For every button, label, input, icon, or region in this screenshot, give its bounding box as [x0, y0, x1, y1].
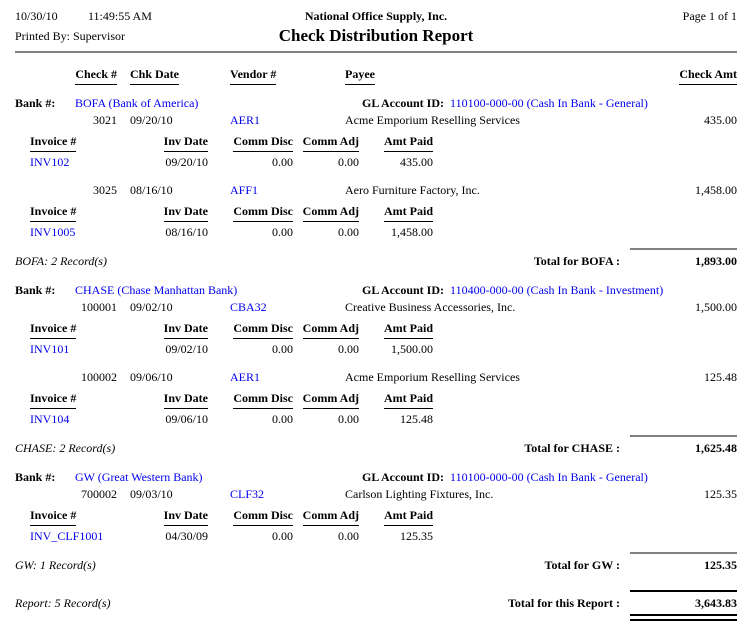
invoice-header-row: [30, 390, 433, 407]
column-header-row: [15, 66, 737, 83]
check-row: [15, 112, 737, 129]
vendor-link[interactable]: AER1: [230, 113, 260, 127]
bank-section-bofa: [15, 95, 737, 270]
invoice-row: [30, 411, 433, 428]
vendor-link[interactable]: AER1: [230, 370, 260, 384]
col-inv-date: Inv Date: [164, 320, 208, 339]
check-amount: 125.35: [704, 487, 737, 501]
invoice-row: [30, 154, 433, 171]
invoice-date: 08/16/10: [165, 225, 208, 239]
comm-adj-value: 0.00: [338, 529, 359, 543]
bank-header-row: [15, 469, 737, 486]
bank-label: Bank #:: [15, 283, 56, 297]
check-date: 09/02/10: [130, 300, 173, 314]
invoice-header-row: [30, 133, 433, 150]
bank-label: Bank #:: [15, 96, 56, 110]
payee-name: Carlson Lighting Fixtures, Inc.: [345, 487, 494, 501]
bank-label: Bank #:: [15, 470, 56, 484]
invoice-date: 04/30/09: [165, 529, 208, 543]
invoice-link[interactable]: INV101: [30, 342, 70, 356]
report-header-row1: [15, 8, 737, 25]
check-row: [15, 299, 737, 316]
vendor-link[interactable]: CBA32: [230, 300, 267, 314]
col-inv-date: Inv Date: [164, 203, 208, 222]
bank-section-chase: [15, 282, 737, 457]
report-title: Check Distribution Report: [278, 26, 474, 45]
col-comm-disc: Comm Disc: [233, 203, 293, 222]
col-vendor-no: Vendor #: [230, 66, 276, 85]
col-amt-paid: Amt Paid: [384, 320, 433, 339]
check-amount: 1,458.00: [695, 183, 737, 197]
col-amt-paid: Amt Paid: [384, 203, 433, 222]
company-name: National Office Supply, Inc.: [304, 9, 448, 23]
check-number: 700002: [81, 487, 117, 501]
header-divider: [15, 51, 737, 53]
invoice-link[interactable]: INV1005: [30, 225, 76, 239]
invoice-link[interactable]: INV_CLF1001: [30, 529, 104, 543]
bank-total-amount: 125.35: [630, 552, 737, 574]
printed-by: Printed By: Supervisor: [15, 29, 125, 43]
check-number: 100001: [81, 300, 117, 314]
check-number: 3025: [93, 183, 117, 197]
check-amount: 1,500.00: [695, 300, 737, 314]
check-row: [15, 182, 737, 199]
col-comm-disc: Comm Disc: [233, 390, 293, 409]
print-date: 10/30/10: [15, 9, 58, 23]
report-total-label: Total for this Report :: [508, 596, 620, 610]
invoice-link[interactable]: INV104: [30, 412, 70, 426]
bank-record-count: BOFA: 2 Record(s): [15, 254, 107, 268]
invoice-header-row: [30, 203, 433, 220]
bank-id-link[interactable]: CHASE (Chase Manhattan Bank): [75, 283, 238, 297]
gl-account-label: GL Account ID:: [362, 283, 445, 297]
col-check-no: Check #: [75, 66, 117, 85]
print-time: 11:49:55 AM: [88, 9, 152, 23]
report-total-amount: 3,643.83: [630, 590, 737, 612]
bank-total-row: [15, 552, 737, 574]
payee-name: Acme Emporium Reselling Services: [345, 113, 520, 127]
invoice-row: [30, 224, 433, 241]
amt-paid-value: 125.48: [400, 412, 433, 426]
col-invoice-no: Invoice #: [30, 320, 76, 339]
bank-header-row: [15, 95, 737, 112]
report-record-count: Report: 5 Record(s): [15, 596, 111, 610]
col-comm-adj: Comm Adj: [303, 203, 359, 222]
gl-account-link[interactable]: 110100-000-00 (Cash In Bank - General): [450, 470, 648, 484]
col-amt-paid: Amt Paid: [384, 133, 433, 152]
check-number: 100002: [81, 370, 117, 384]
invoice-header-row: [30, 507, 433, 524]
invoice-date: 09/20/10: [165, 155, 208, 169]
col-invoice-no: Invoice #: [30, 133, 76, 152]
bank-total-row: [15, 248, 737, 270]
invoice-row: [30, 341, 433, 358]
payee-name: Acme Emporium Reselling Services: [345, 370, 520, 384]
bank-id-link[interactable]: BOFA (Bank of America): [75, 96, 199, 110]
amt-paid-value: 435.00: [400, 155, 433, 169]
report-total-row: [15, 590, 737, 621]
bank-total-label: Total for BOFA :: [533, 254, 620, 268]
bank-id-link[interactable]: GW (Great Western Bank): [75, 470, 203, 484]
comm-disc-value: 0.00: [272, 412, 293, 426]
col-inv-date: Inv Date: [164, 507, 208, 526]
payee-name: Creative Business Accessories, Inc.: [345, 300, 516, 314]
bank-total-amount: 1,625.48: [630, 435, 737, 457]
check-date: 08/16/10: [130, 183, 173, 197]
payee-name: Aero Furniture Factory, Inc.: [345, 183, 480, 197]
bank-record-count: GW: 1 Record(s): [15, 558, 96, 572]
col-comm-adj: Comm Adj: [303, 507, 359, 526]
comm-adj-value: 0.00: [338, 225, 359, 239]
check-number: 3021: [93, 113, 117, 127]
check-amount: 435.00: [704, 113, 737, 127]
comm-adj-value: 0.00: [338, 342, 359, 356]
bank-total-row: [15, 435, 737, 457]
vendor-link[interactable]: CLF32: [230, 487, 265, 501]
bank-total-label: Total for CHASE :: [524, 441, 620, 455]
col-amt-paid: Amt Paid: [384, 390, 433, 409]
invoice-date: 09/02/10: [165, 342, 208, 356]
invoice-header-row: [30, 320, 433, 337]
bank-total-amount: 1,893.00: [630, 248, 737, 270]
check-row: [15, 486, 737, 503]
comm-disc-value: 0.00: [272, 342, 293, 356]
gl-account-link[interactable]: 110400-000-00 (Cash In Bank - Investment): [450, 283, 664, 297]
invoice-link[interactable]: INV102: [30, 155, 70, 169]
col-invoice-no: Invoice #: [30, 390, 76, 409]
comm-disc-value: 0.00: [272, 225, 293, 239]
check-amount: 125.48: [704, 370, 737, 384]
col-chk-date: Chk Date: [130, 66, 179, 85]
gl-account-label: GL Account ID:: [362, 96, 445, 110]
col-amt-paid: Amt Paid: [384, 507, 433, 526]
grand-total-double-rule: [630, 614, 737, 621]
bank-total-label: Total for GW :: [544, 558, 620, 572]
col-comm-disc: Comm Disc: [233, 133, 293, 152]
gl-account-link[interactable]: 110100-000-00 (Cash In Bank - General): [450, 96, 648, 110]
vendor-link[interactable]: AFF1: [230, 183, 259, 197]
check-date: 09/03/10: [130, 487, 173, 501]
col-comm-adj: Comm Adj: [303, 320, 359, 339]
comm-disc-value: 0.00: [272, 529, 293, 543]
comm-adj-value: 0.00: [338, 412, 359, 426]
page-number: Page 1 of 1: [682, 9, 737, 23]
invoice-date: 09/06/10: [165, 412, 208, 426]
col-check-amt: Check Amt: [679, 66, 737, 85]
bank-record-count: CHASE: 2 Record(s): [15, 441, 116, 455]
check-date: 09/20/10: [130, 113, 173, 127]
col-comm-disc: Comm Disc: [233, 320, 293, 339]
amt-paid-value: 1,458.00: [391, 225, 433, 239]
col-inv-date: Inv Date: [164, 133, 208, 152]
bank-section-gw: [15, 469, 737, 574]
col-invoice-no: Invoice #: [30, 507, 76, 526]
gl-account-label: GL Account ID:: [362, 470, 445, 484]
col-comm-adj: Comm Adj: [303, 133, 359, 152]
comm-disc-value: 0.00: [272, 155, 293, 169]
col-comm-adj: Comm Adj: [303, 390, 359, 409]
invoice-row: [30, 528, 433, 545]
bank-header-row: [15, 282, 737, 299]
report-header-row2: [15, 25, 737, 47]
col-inv-date: Inv Date: [164, 390, 208, 409]
col-comm-disc: Comm Disc: [233, 507, 293, 526]
comm-adj-value: 0.00: [338, 155, 359, 169]
check-row: [15, 369, 737, 386]
amt-paid-value: 1,500.00: [391, 342, 433, 356]
check-date: 09/06/10: [130, 370, 173, 384]
amt-paid-value: 125.35: [400, 529, 433, 543]
col-payee: Payee: [345, 66, 375, 85]
col-invoice-no: Invoice #: [30, 203, 76, 222]
